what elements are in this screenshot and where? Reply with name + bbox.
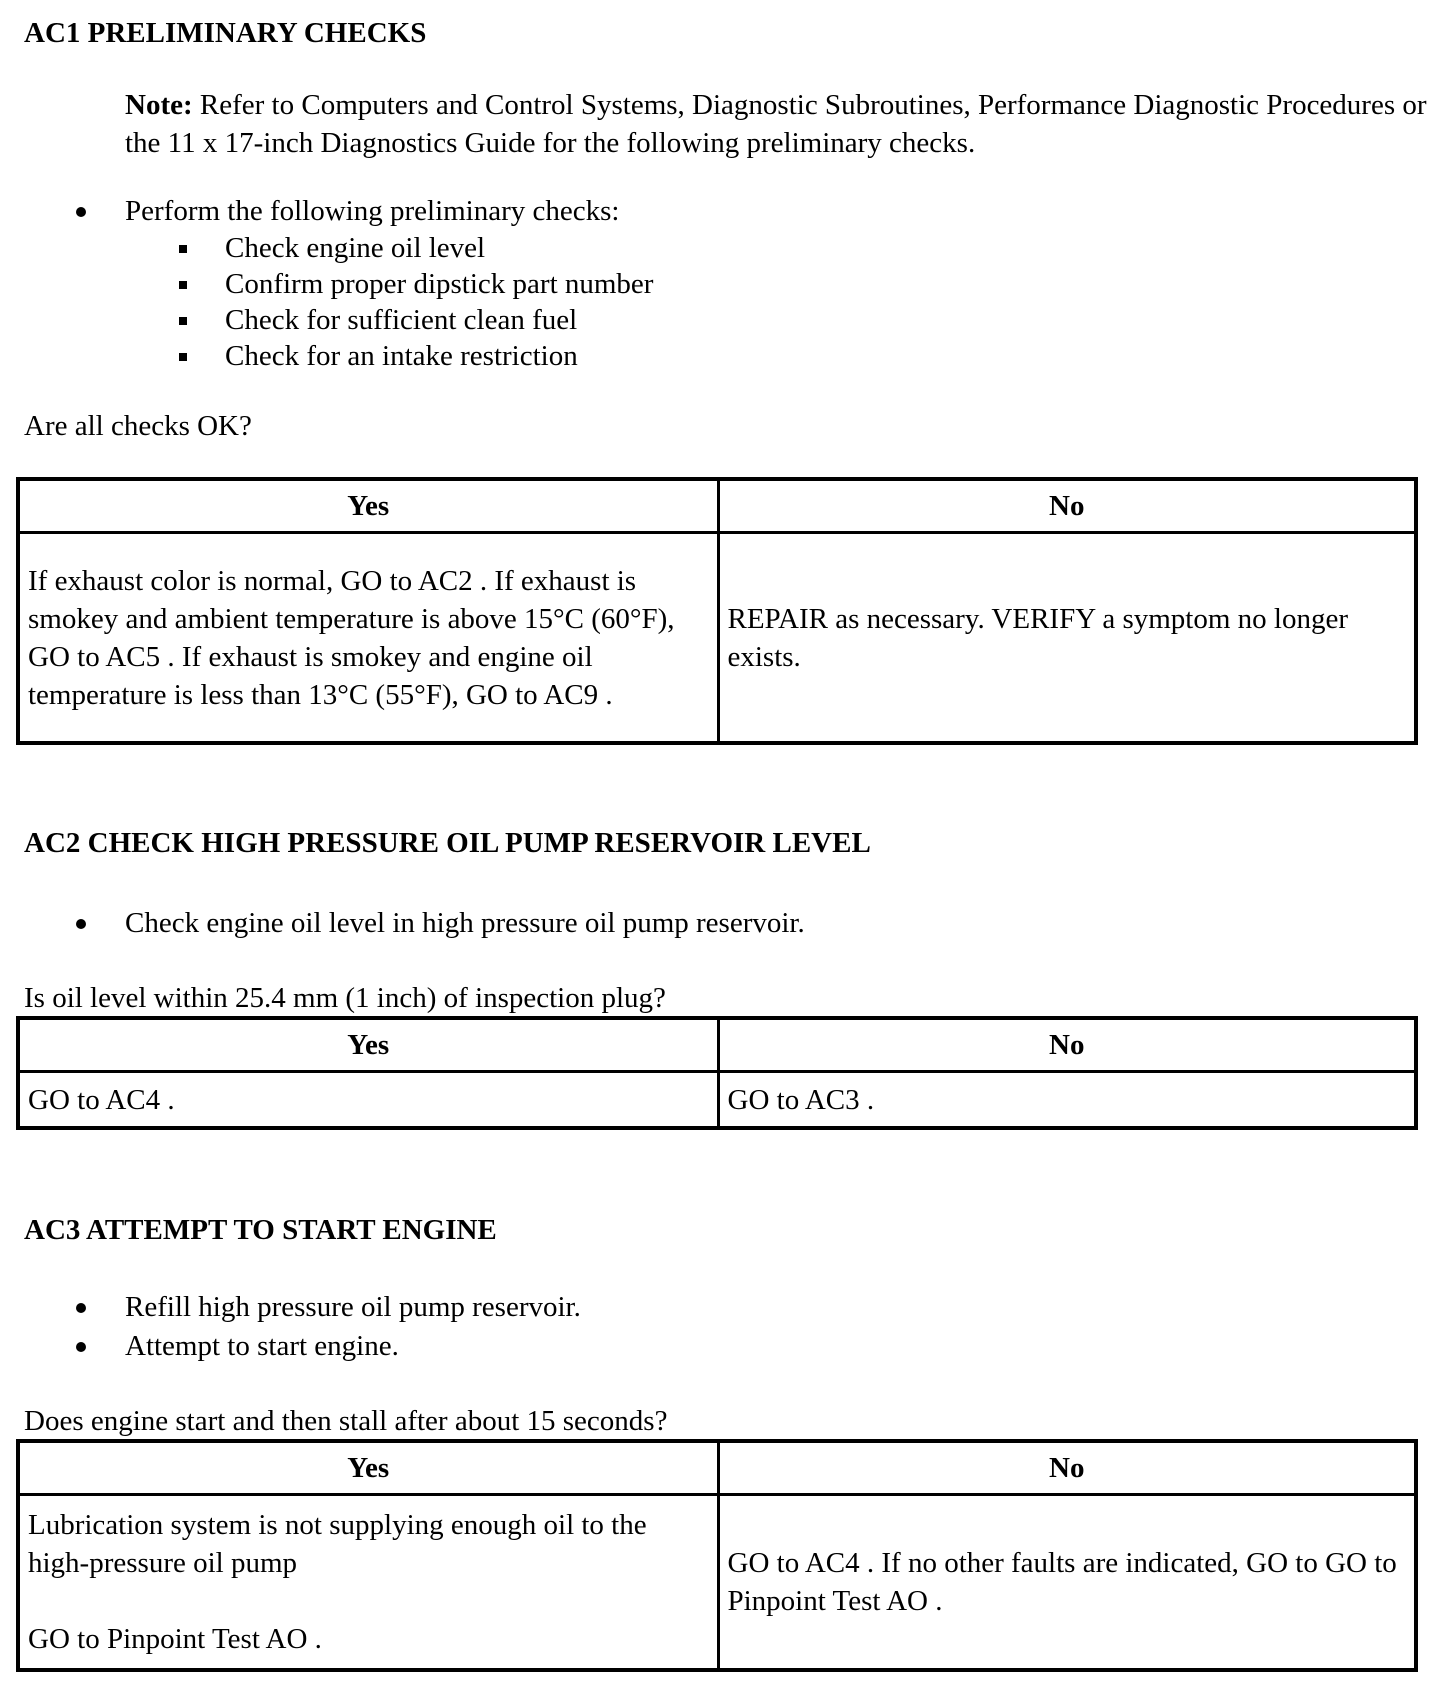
table-row: [18, 1495, 1416, 1671]
cell-no: GO to AC4 . If no other faults are indicated, GO to GO to Pinpoint Test AO .: [718, 1495, 1416, 1671]
question-ac3: Does engine start and then stall after about 15 seconds?: [24, 1405, 668, 1437]
bullet-icon: [76, 207, 86, 217]
section-heading-ac3: AC3 ATTEMPT TO START ENGINE: [24, 1214, 497, 1246]
table-header-row: [18, 479, 1416, 533]
header-no: No: [718, 479, 1416, 533]
square-bullet-icon: [179, 353, 187, 361]
question-ac2: Is oil level within 25.4 mm (1 inch) of inspection plug?: [24, 982, 666, 1014]
cell-yes: If exhaust color is normal, GO to AC2 . If exhaust is smokey and ambient temperature is above 15°C (60°F), GO to AC5 . If exhaust is smokey and engine oil temperature is less than 13°C (55°F), GO to AC9 .: [18, 533, 718, 744]
cell-yes: GO to AC4 .: [18, 1072, 718, 1129]
table-row: [18, 1072, 1416, 1129]
note-ac1: [125, 86, 1445, 162]
note-text: Refer to Computers and Control Systems, Diagnostic Subroutines, Performance Diagnostic Procedures or the 11 x 17-inch Diagnostics Guide for the following preliminary checks.: [125, 89, 1427, 159]
cell-no: REPAIR as necessary. VERIFY a symptom no longer exists.: [718, 533, 1416, 744]
section-heading-ac1: AC1 PRELIMINARY CHECKS: [24, 17, 427, 49]
decision-table-ac3: [16, 1439, 1418, 1672]
section-heading-ac2: AC2 CHECK HIGH PRESSURE OIL PUMP RESERVOIR LEVEL: [24, 827, 871, 859]
bullet-icon: [76, 1303, 86, 1313]
table-row: [18, 533, 1416, 744]
bullet-icon: [76, 1342, 86, 1352]
header-yes: Yes: [18, 1018, 718, 1072]
note-label: Note:: [125, 89, 193, 121]
square-bullet-icon: [179, 317, 187, 325]
table-header-row: [18, 1018, 1416, 1072]
decision-table-ac1: [16, 477, 1418, 745]
square-bullet-icon: [179, 245, 187, 253]
square-bullet-icon: [179, 281, 187, 289]
header-yes: Yes: [18, 479, 718, 533]
decision-table-ac2: [16, 1016, 1418, 1130]
header-no: No: [718, 1018, 1416, 1072]
cell-yes-line2: GO to Pinpoint Test AO .: [28, 1623, 322, 1655]
header-yes: Yes: [18, 1441, 718, 1495]
bullet-icon: [76, 919, 86, 929]
cell-yes: [18, 1495, 718, 1671]
question-ac1: Are all checks OK?: [24, 410, 252, 442]
header-no: No: [718, 1441, 1416, 1495]
table-header-row: [18, 1441, 1416, 1495]
cell-no: GO to AC3 .: [718, 1072, 1416, 1129]
cell-yes-line1: Lubrication system is not supplying enough oil to the high-pressure oil pump: [28, 1509, 647, 1579]
